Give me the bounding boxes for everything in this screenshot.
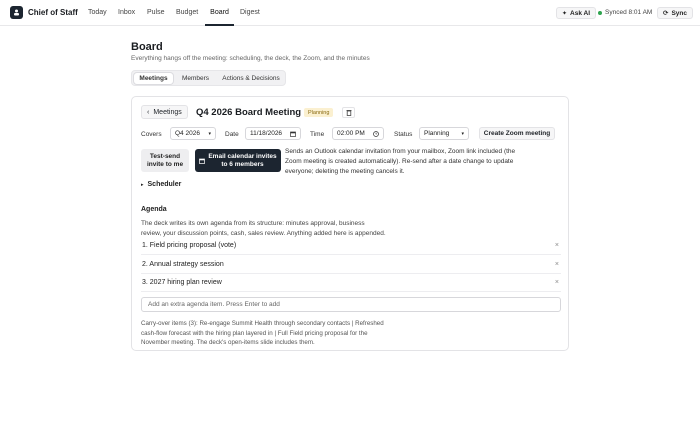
- add-agenda-item-input[interactable]: Add an extra agenda item. Press Enter to add: [141, 297, 561, 312]
- tab-actions-decisions[interactable]: Actions & Decisions: [222, 75, 280, 82]
- nav-tab-budget[interactable]: Budget: [176, 9, 199, 16]
- covers-select[interactable]: [170, 127, 216, 140]
- tab-meetings[interactable]: Meetings: [134, 73, 173, 84]
- nav-tab-today[interactable]: Today: [88, 9, 107, 16]
- meeting-card: [131, 96, 569, 351]
- email-invites-button[interactable]: [195, 149, 281, 172]
- time-input[interactable]: [332, 127, 384, 140]
- covers-label: Covers: [141, 131, 162, 138]
- section-tabs: [131, 70, 286, 86]
- agenda-item-text: 2. Annual strategy session: [142, 261, 224, 268]
- chevron-down-icon: ▾: [208, 130, 211, 137]
- chevron-left-icon: ‹: [147, 108, 150, 116]
- nav-tab-pulse[interactable]: Pulse: [147, 9, 165, 16]
- remove-agenda-item-icon[interactable]: ×: [554, 261, 559, 268]
- app-logo-icon: [10, 6, 23, 19]
- agenda-description: The deck writes its own agenda from its structure: minutes approval, business review, your discussion points, cash, sales review. Anything added here is appended.: [141, 220, 386, 237]
- page-subtitle: Everything hangs off the meeting: scheduling, the deck, the Zoom, and the minutes: [131, 55, 370, 62]
- send-description: Sends an Outlook calendar invitation from your mailbox, Zoom link included (the Zoom meeting is created automatically). Re-send after a date change to update everyone; deleting the meeting cancels it.: [285, 148, 516, 175]
- chevron-down-icon: ▾: [461, 130, 464, 137]
- remove-agenda-item-icon[interactable]: ×: [554, 279, 559, 286]
- date-input[interactable]: [245, 127, 301, 140]
- back-label: Meetings: [153, 108, 182, 116]
- agenda-item-text: 3. 2027 hiring plan review: [142, 279, 222, 286]
- nav-tab-inbox[interactable]: Inbox: [118, 9, 136, 16]
- agenda-item: [141, 256, 561, 274]
- sync-label: Sync: [671, 9, 687, 17]
- calendar-icon: [290, 131, 296, 137]
- scheduler-toggle[interactable]: [141, 181, 181, 188]
- nav-tab-board[interactable]: Board: [205, 0, 234, 26]
- meeting-title: Q4 2026 Board Meeting: [196, 107, 302, 118]
- agenda-heading: Agenda: [141, 206, 167, 213]
- agenda-item-text: 1. Field pricing proposal (vote): [142, 242, 237, 249]
- top-navigation-bar: [0, 0, 700, 26]
- date-value: 11/18/2026: [250, 130, 283, 137]
- chevron-right-icon: ▸: [141, 181, 144, 188]
- covers-value: Q4 2026: [175, 130, 200, 137]
- back-to-meetings-button[interactable]: [141, 105, 188, 119]
- nav-tab-digest[interactable]: Digest: [240, 9, 260, 16]
- create-zoom-button[interactable]: Create Zoom meeting: [479, 127, 555, 140]
- trash-icon: [346, 109, 352, 116]
- page-title: Board: [131, 41, 163, 53]
- status-select[interactable]: [419, 127, 469, 140]
- synced-dot-icon: [598, 11, 602, 15]
- ask-ai-label: Ask AI: [570, 9, 591, 17]
- sync-button[interactable]: [657, 7, 693, 19]
- time-label: Time: [310, 131, 325, 138]
- email-invites-label: Email calendar invites to 6 members: [208, 152, 277, 168]
- test-send-invite-button[interactable]: Test-send invite to me: [141, 149, 189, 172]
- status-label: Status: [394, 131, 413, 138]
- remove-agenda-item-icon[interactable]: ×: [554, 242, 559, 249]
- time-value: 02:00 PM: [337, 130, 365, 137]
- agenda-item: [141, 237, 561, 255]
- delete-meeting-button[interactable]: [342, 107, 355, 118]
- agenda-item: [141, 274, 561, 292]
- refresh-icon: ⟳: [663, 10, 669, 17]
- sync-status-label: Synced 8:01 AM: [605, 9, 653, 16]
- date-label: Date: [225, 131, 239, 138]
- carry-over-items-note: Carry-over items (3): Re-engage Summit Health through secondary contacts | Refreshed cash-flow forecast with the hiring plan layered in | Full Field pricing proposal for the November meeting. The deck's open-items slide includes them.: [141, 320, 384, 346]
- sparkle-icon: ✦: [562, 10, 568, 17]
- scheduler-label: Scheduler: [147, 181, 182, 188]
- calendar-icon: [199, 158, 205, 164]
- clock-icon: [373, 131, 379, 137]
- sync-status: [598, 9, 652, 16]
- status-badge: Planning: [304, 108, 333, 117]
- app-title: Chief of Staff: [28, 8, 78, 17]
- tab-members[interactable]: Members: [181, 75, 210, 82]
- ask-ai-button[interactable]: [556, 7, 596, 19]
- status-value: Planning: [424, 130, 450, 137]
